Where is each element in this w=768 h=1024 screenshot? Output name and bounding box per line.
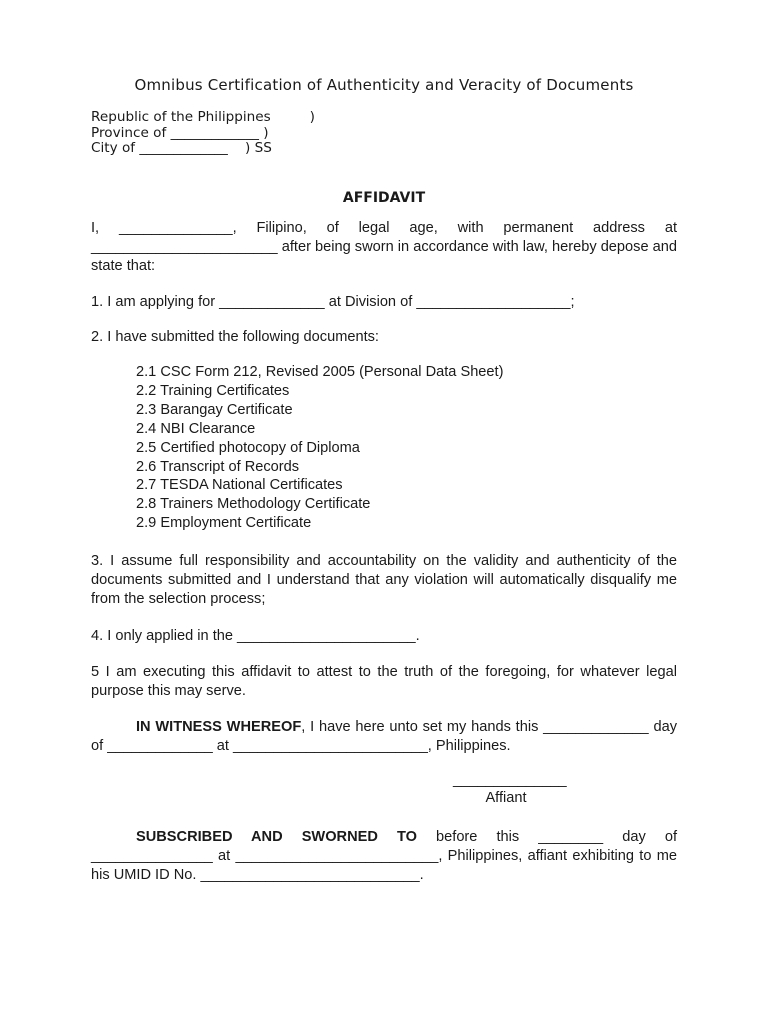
witness-paragraph (91, 718, 677, 756)
subscribed-paragraph (91, 828, 677, 885)
witness-bold-text: IN WITNESS WHEREOF (136, 719, 302, 735)
intro-paragraph: I, ______________, Filipino, of legal age, with permanent address at _______________________ after being sworn in accordance with law, hereby depose and state that: (91, 220, 677, 274)
list-item: 2.5 Certified photocopy of Diploma (136, 439, 360, 456)
list-item: 2.6 Transcript of Records (136, 458, 300, 475)
statement-2: 2. I have submitted the following documents: (91, 329, 379, 345)
list-item: 2.3 Barangay Certificate (136, 401, 293, 418)
venue-line-republic: Republic of the Philippines ) (91, 109, 315, 125)
list-item: 2.7 TESDA National Certificates (136, 477, 343, 494)
venue-line-city: City of _____________ ) SS (91, 140, 272, 156)
document-title: Omnibus Certification of Authenticity and Veracity of Documents (134, 76, 634, 94)
venue-block (91, 110, 315, 157)
list-item: 2.2 Training Certificates (136, 382, 290, 399)
statement-4: 4. I only applied in the ______________________. (91, 628, 420, 644)
list-item: 2.9 Employment Certificate (136, 515, 312, 532)
subscribed-bold-text: SUBSCRIBED AND SWORNED TO (136, 829, 417, 845)
witness-text: , I have here unto set my hands this _____________ day of _____________ at ________________________, Philippines. (91, 719, 677, 754)
list-item: 2.8 Trainers Methodology Certificate (136, 496, 371, 513)
affidavit-heading: AFFIDAVIT (342, 190, 426, 206)
affiant-label: Affiant (485, 790, 527, 806)
statement-3: 3. I assume full responsibility and accountability on the validity and authenticity of the documents submitted and I understand that any violation will automatically disqualify me from the selection process; (91, 553, 677, 607)
statement-5: 5 I am executing this affidavit to attest to the truth of the foregoing, for whatever legal purpose this may serve. (91, 664, 677, 699)
documents-list (136, 363, 503, 533)
list-item: 2.4 NBI Clearance (136, 420, 256, 437)
statement-1: 1. I am applying for _____________ at Division of ___________________; (91, 294, 575, 310)
signature-line: ______________ (453, 772, 567, 788)
venue-line-province: Province of _____________ ) (91, 124, 269, 141)
list-item: 2.1 CSC Form 212, Revised 2005 (Personal Data Sheet) (136, 364, 504, 380)
subscribed-text: before this ________ day of _______________ at _________________________, Philippines, affiant exhibiting to me his UMID ID No. ___________________________. (91, 829, 677, 883)
